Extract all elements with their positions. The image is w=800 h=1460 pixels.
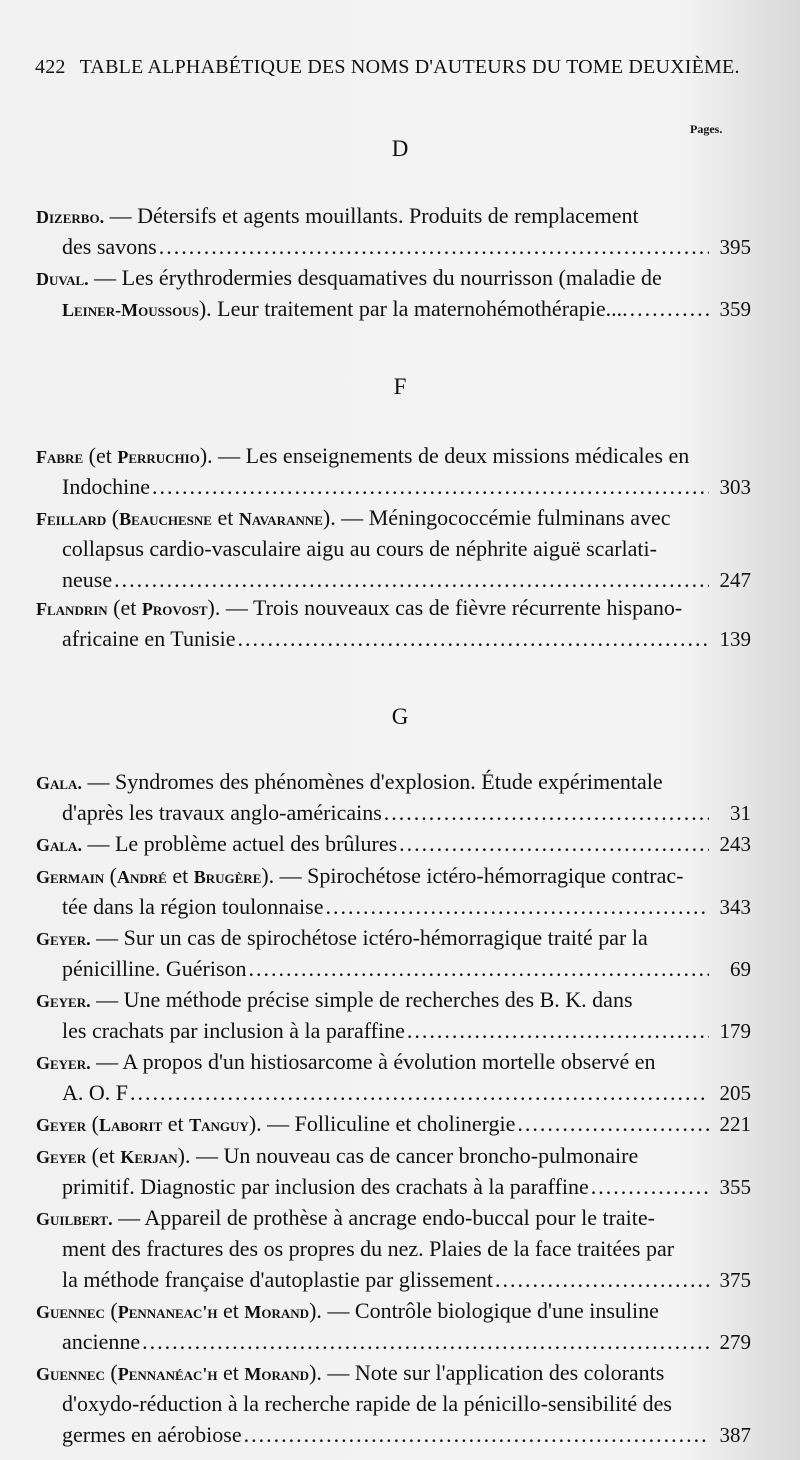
title-text: ). — Les enseignements de deux missions médicales en — [199, 443, 690, 468]
section-letter: F — [393, 374, 407, 399]
dot-leader — [407, 1015, 709, 1046]
entry-line — [36, 922, 751, 953]
title-text: ). — Méningococcémie fulminans avec — [322, 505, 671, 530]
title-text: ). — Note sur l'application des colorants — [309, 1360, 665, 1385]
entry-line — [36, 1202, 751, 1233]
author-name: Fabre — [36, 447, 84, 467]
title-text: ). — Folliculine et cholinergie — [248, 1111, 516, 1136]
author-name: Duval. — [36, 269, 89, 289]
title-text: germes en aérobiose — [62, 1422, 242, 1447]
dot-leader — [591, 1171, 709, 1202]
title-text: et — [217, 1360, 245, 1385]
title-text: des savons — [62, 234, 157, 259]
page-reference: 387 — [719, 1423, 751, 1447]
section-letter: D — [391, 136, 409, 161]
pages-column-label: Pages. — [690, 122, 723, 136]
title-text: collapsus cardio-vasculaire aigu au cours de néphrite aiguë scarlati- — [62, 536, 657, 561]
entry-line — [36, 564, 751, 595]
entry-line — [36, 1171, 751, 1202]
dot-leader — [159, 231, 709, 262]
entry-text — [36, 860, 683, 893]
title-text: ancienne — [62, 1329, 141, 1354]
entry-text — [36, 592, 682, 625]
dot-leader — [517, 1108, 709, 1139]
index-entry — [36, 1046, 751, 1108]
entry-line — [36, 1264, 751, 1295]
page-reference: 303 — [719, 475, 751, 499]
title-text: tée dans la région toulonnaise — [62, 894, 324, 919]
entry-line — [36, 891, 751, 922]
dot-leader — [130, 1077, 709, 1108]
index-entry — [36, 1140, 751, 1202]
entry-text — [36, 262, 662, 295]
index-entry — [36, 860, 751, 922]
dot-leader — [630, 293, 709, 324]
index-entry — [36, 592, 751, 654]
entry-line — [36, 1326, 751, 1357]
entry-text — [36, 984, 633, 1017]
entry-text — [36, 1295, 659, 1328]
page-reference: 31 — [730, 801, 751, 825]
page-reference: 247 — [719, 568, 751, 592]
entry-text — [62, 293, 628, 326]
title-text: ). — Spirochétose ictéro-hémorragique contrac- — [261, 863, 684, 888]
dot-leader — [152, 471, 709, 502]
title-text: et — [211, 505, 239, 530]
dot-leader — [238, 623, 709, 654]
index-entry — [36, 1295, 751, 1357]
entry-text — [62, 953, 247, 984]
author-name: Morand — [244, 1302, 310, 1322]
page-reference: 395 — [719, 235, 751, 259]
entry-text — [36, 1108, 515, 1141]
index-entry — [36, 1357, 751, 1450]
author-name: Guennec — [36, 1302, 105, 1322]
title-text: ( — [104, 1360, 118, 1385]
entry-text — [36, 828, 397, 861]
dot-leader — [384, 797, 709, 828]
title-text: — Une méthode précise simple de recherches des B. K. dans — [90, 987, 633, 1012]
entry-text — [62, 564, 112, 595]
author-name: Guennec — [36, 1364, 105, 1384]
entry-text — [62, 471, 150, 502]
page-reference: 139 — [719, 627, 751, 651]
entry-text — [62, 1233, 674, 1264]
author-name: Leiner-Moussous — [62, 300, 199, 320]
title-text: ( — [104, 863, 117, 888]
title-text: — Le problème actuel des brûlures — [81, 831, 398, 856]
page-reference: 343 — [719, 895, 751, 919]
dot-leader — [325, 891, 709, 922]
entry-text — [62, 1015, 405, 1046]
title-text: — Syndromes des phénomènes d'explosion. Étude expérimentale — [81, 769, 663, 794]
entry-line — [36, 231, 751, 262]
entry-line — [36, 1077, 751, 1108]
author-name: Tanguy — [189, 1115, 249, 1135]
author-name: Gala. — [36, 773, 82, 793]
entry-line — [36, 1108, 751, 1139]
entry-text — [62, 891, 323, 922]
entry-line — [36, 1388, 751, 1419]
entry-line — [36, 440, 751, 471]
page-reference: 243 — [719, 832, 751, 856]
author-name: Beauchesne — [119, 509, 212, 529]
entry-line — [36, 1357, 751, 1388]
title-text: et — [162, 1111, 190, 1136]
entry-line — [36, 1140, 751, 1171]
title-text: d'après les travaux anglo-américains — [62, 800, 382, 825]
entry-line — [36, 860, 751, 891]
page-reference: 221 — [719, 1112, 751, 1136]
entry-text — [62, 1077, 128, 1108]
entry-text — [62, 533, 657, 564]
author-name: Dizerbo. — [36, 207, 105, 227]
entry-line — [36, 828, 751, 859]
entry-line — [36, 293, 751, 324]
entry-line — [36, 592, 751, 623]
title-text: A. O. F — [62, 1080, 129, 1105]
entry-text — [62, 623, 236, 654]
entry-text — [62, 1326, 140, 1357]
entry-line — [36, 984, 751, 1015]
author-name: Flandrin — [36, 599, 108, 619]
title-text: ment des fractures des os propres du nez. Plaies de la face traitées par — [62, 1236, 675, 1261]
title-text: (et — [86, 1143, 121, 1168]
index-entry — [36, 922, 751, 984]
index-entry — [36, 502, 751, 595]
author-name: Guilbert. — [36, 1209, 113, 1229]
entry-line — [36, 1015, 751, 1046]
author-name: Perruchio — [117, 447, 200, 467]
title-text: ). — Contrôle biologique d'une insuline — [309, 1298, 659, 1323]
entry-text — [62, 231, 157, 262]
page-header — [35, 56, 755, 79]
entry-text — [62, 1388, 672, 1419]
entry-text — [36, 922, 648, 955]
title-text: neuse — [62, 567, 113, 592]
author-name: Provost — [141, 599, 208, 619]
page-reference: 179 — [719, 1019, 751, 1043]
entry-line — [36, 766, 751, 797]
entry-line — [36, 502, 751, 533]
index-entry — [36, 440, 751, 502]
title-text: ). Leur traitement par la maternohémothérapie.... — [198, 296, 628, 321]
entry-text — [62, 1419, 242, 1450]
title-text: (et — [107, 595, 142, 620]
index-entry — [36, 200, 751, 262]
author-name: Geyer. — [36, 929, 91, 949]
dot-leader — [142, 1326, 709, 1357]
author-name: Gala. — [36, 835, 82, 855]
author-name: Geyer. — [36, 1053, 91, 1073]
dot-leader — [249, 953, 709, 984]
page-reference: 279 — [719, 1330, 751, 1354]
entry-line — [36, 533, 751, 564]
entry-text — [36, 1046, 655, 1079]
entry-line — [36, 200, 751, 231]
entry-line — [36, 623, 751, 654]
title-text: — A propos d'un histiosarcome à évolution mortelle observé en — [90, 1049, 656, 1074]
author-name: Morand — [244, 1364, 310, 1384]
entry-text — [36, 200, 639, 233]
author-name: Kerjan — [120, 1147, 178, 1167]
entry-line — [36, 471, 751, 502]
title-text: Indochine — [62, 474, 150, 499]
title-text: (et — [83, 443, 118, 468]
title-text: ( — [86, 1111, 99, 1136]
title-text: — Appareil de prothèse à ancrage endo-buccal pour le traite- — [112, 1205, 655, 1230]
entry-text — [36, 502, 671, 535]
entry-text — [36, 440, 689, 473]
title-text: — Les érythrodermies desquamatives du nourrisson (maladie de — [88, 265, 662, 290]
index-entry — [36, 1108, 751, 1139]
author-name: Feillard — [36, 509, 107, 529]
entry-line — [36, 262, 751, 293]
index-entry — [36, 828, 751, 859]
title-text: primitif. Diagnostic par inclusion des crachats à la paraffine — [62, 1174, 589, 1199]
title-text: pénicilline. Guérison — [62, 956, 247, 981]
entry-line — [36, 1295, 751, 1326]
page-reference: 355 — [719, 1175, 751, 1199]
title-text: — Détersifs et agents mouillants. Produits de remplacement — [104, 203, 639, 228]
author-name: Germain — [36, 867, 105, 887]
author-name: Geyer. — [36, 991, 91, 1011]
author-name: Brugère — [193, 867, 262, 887]
page-reference: 375 — [719, 1268, 751, 1292]
entry-line — [36, 1419, 751, 1450]
page-number: 422 — [35, 56, 66, 78]
author-name: Geyer — [36, 1147, 87, 1167]
author-name: Navaranne — [238, 509, 323, 529]
author-name: Laborit — [98, 1115, 163, 1135]
entry-text — [36, 1140, 638, 1173]
entry-line — [36, 953, 751, 984]
entry-text — [36, 766, 663, 799]
author-name: Pennaneac'h — [117, 1302, 218, 1322]
title-text: ( — [104, 1298, 118, 1323]
page-reference: 69 — [730, 957, 751, 981]
entry-text — [62, 1171, 589, 1202]
title-text: les crachats par inclusion à la paraffine — [62, 1018, 405, 1043]
entry-line — [36, 1233, 751, 1264]
index-entry — [36, 766, 751, 828]
title-text: ). — Trois nouveaux cas de fièvre récurrente hispano- — [207, 595, 683, 620]
dot-leader — [495, 1264, 709, 1295]
title-text: et — [166, 863, 194, 888]
index-entry — [36, 262, 751, 324]
entry-text — [36, 1357, 664, 1390]
title-text: ). — Un nouveau cas de cancer broncho-pulmonaire — [177, 1143, 639, 1168]
index-entry — [36, 1202, 751, 1295]
author-name: André — [117, 867, 167, 887]
author-name: Pennanéac'h — [117, 1364, 218, 1384]
author-name: Geyer — [36, 1115, 87, 1135]
index-entry — [36, 984, 751, 1046]
title-text: la méthode française d'autoplastie par glissement — [62, 1267, 493, 1292]
page-reference: 359 — [719, 297, 751, 321]
entry-text — [62, 1264, 493, 1295]
dot-leader — [244, 1419, 709, 1450]
entry-text — [36, 1202, 655, 1235]
entry-line — [36, 797, 751, 828]
title-text: et — [217, 1298, 245, 1323]
title-text: ( — [106, 505, 120, 530]
section-letter: G — [391, 704, 409, 729]
title-text: d'oxydo-réduction à la recherche rapide de la pénicillo-sensibilité des — [62, 1391, 672, 1416]
page-title: TABLE ALPHABÉTIQUE DES NOMS D'AUTEURS DU TOME DEUXIÈME. — [79, 56, 740, 78]
dot-leader — [399, 828, 709, 859]
title-text: africaine en Tunisie — [62, 626, 236, 651]
page-reference: 205 — [719, 1081, 751, 1105]
entry-text — [62, 797, 382, 828]
title-text: — Sur un cas de spirochétose ictéro-hémorragique traité par la — [90, 925, 648, 950]
dot-leader — [114, 564, 709, 595]
entry-line — [36, 1046, 751, 1077]
